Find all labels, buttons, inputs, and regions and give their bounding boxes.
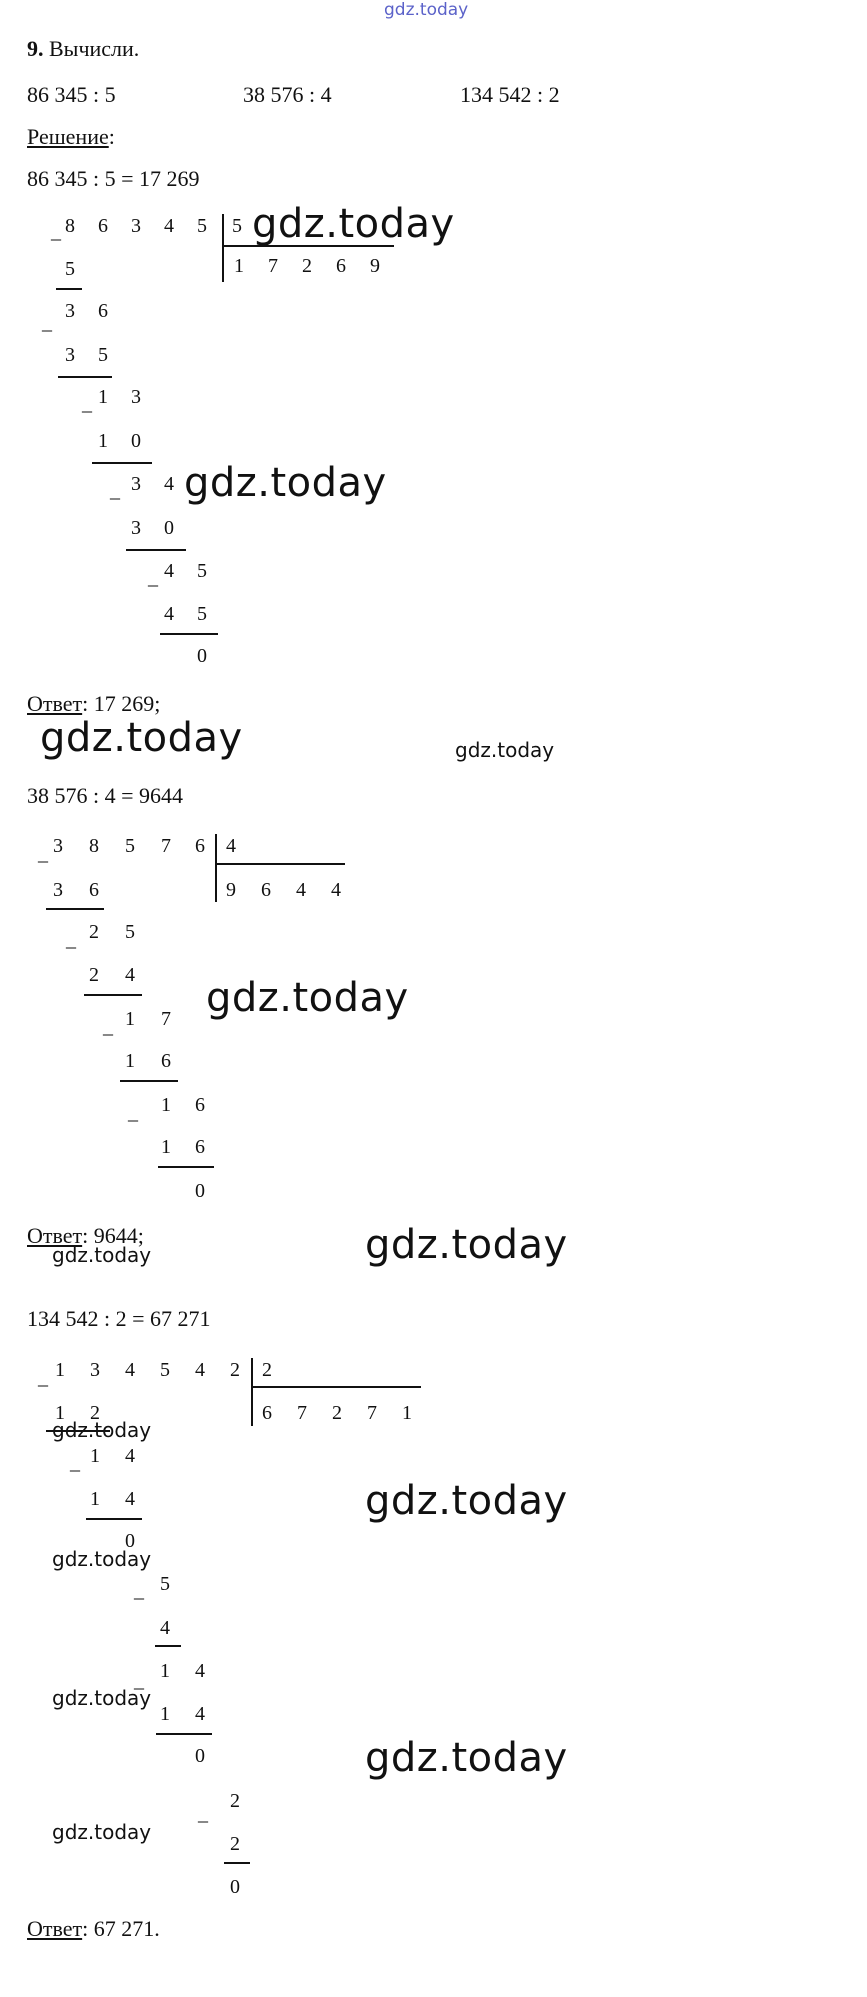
p3-step-line [224, 1862, 250, 1864]
p3-quotient-line [251, 1386, 421, 1388]
p3-quotient-digit: 7 [297, 1402, 307, 1424]
p1-step-line [56, 288, 82, 290]
p3-step-digit: 5 [160, 1573, 170, 1595]
p1-step-line [160, 633, 218, 635]
minus-sign: _ [38, 843, 48, 865]
problem-2: 38 576 : 4 [243, 82, 332, 107]
p2-quotient-line [215, 863, 345, 865]
p1-answer-label: Ответ [27, 691, 83, 716]
watermark-large: gdz.today [206, 975, 409, 1021]
p1-quotient-digit: 7 [268, 255, 278, 277]
p3-step-digit: 1 [160, 1660, 170, 1682]
watermark-small: gdz.today [52, 1686, 152, 1710]
p2-quotient-digit: 4 [331, 879, 341, 901]
task-text: Вычисли. [49, 36, 140, 61]
p1-step-digit: 0 [131, 430, 141, 452]
p3-answer-label: Ответ [27, 1916, 83, 1941]
p2-dividend-digit: 7 [161, 835, 171, 857]
p2-step-digit: 3 [53, 879, 63, 901]
p2-step-digit: 1 [125, 1008, 135, 1030]
p1-quotient-digit: 1 [234, 255, 244, 277]
p3-step-digit: 1 [160, 1703, 170, 1725]
p2-remainder: 0 [195, 1180, 205, 1202]
header-watermark: gdz.today [384, 0, 469, 20]
watermark-large: gdz.today [365, 1735, 568, 1781]
watermark-large: gdz.today [365, 1222, 568, 1268]
p3-quotient-digit: 2 [332, 1402, 342, 1424]
p2-step-digit: 6 [195, 1136, 205, 1158]
minus-sign: _ [134, 1670, 144, 1692]
p3-dividend-digit: 4 [125, 1359, 135, 1381]
solution-label [27, 124, 115, 150]
p1-step-line [126, 549, 186, 551]
p1-dividend-digit: 4 [164, 215, 174, 237]
p1-answer [27, 691, 160, 717]
p3-dividend-digit: 1 [55, 1359, 65, 1381]
p1-step-digit: 1 [98, 430, 108, 452]
p2-equation: 38 576 : 4 = 9644 [27, 783, 184, 808]
minus-sign: _ [82, 393, 92, 415]
p3-step-line [155, 1645, 181, 1647]
minus-sign: _ [103, 1016, 113, 1038]
p2-division-bar [215, 834, 217, 902]
p2-divisor: 4 [226, 835, 236, 857]
p3-divisor: 2 [262, 1359, 272, 1381]
p3-step-digit: 0 [125, 1530, 135, 1552]
p3-step-digit: 1 [90, 1488, 100, 1510]
task-number: 9. [27, 36, 44, 61]
p2-dividend-digit: 6 [195, 835, 205, 857]
p1-step-digit: 0 [164, 517, 174, 539]
p3-step-digit: 4 [125, 1488, 135, 1510]
p1-step-digit: 3 [65, 300, 75, 322]
p1-division-bar [222, 214, 224, 282]
p3-dividend-digit: 3 [90, 1359, 100, 1381]
p1-equation: 86 345 : 5 = 17 269 [27, 166, 200, 191]
p2-step-digit: 1 [161, 1094, 171, 1116]
problem-3: 134 542 : 2 [460, 82, 560, 107]
minus-sign: _ [128, 1102, 138, 1124]
p3-step-digit: 2 [90, 1402, 100, 1424]
watermark-large: gdz.today [184, 460, 387, 506]
p2-dividend-digit: 5 [125, 835, 135, 857]
solution-label-text: Решение [27, 124, 109, 149]
p2-step-digit: 1 [125, 1050, 135, 1072]
p3-step-digit: 1 [55, 1402, 65, 1424]
minus-sign: _ [51, 221, 61, 243]
p1-divisor: 5 [232, 215, 242, 237]
p1-step-digit: 3 [65, 344, 75, 366]
p1-quotient-digit: 2 [302, 255, 312, 277]
p3-step-line [156, 1733, 212, 1735]
p2-step-digit: 2 [89, 921, 99, 943]
p1-step-line [58, 376, 112, 378]
p1-dividend-digit: 6 [98, 215, 108, 237]
problem-1: 86 345 : 5 [27, 82, 116, 107]
watermark-large: gdz.today [40, 715, 243, 761]
p2-quotient-digit: 9 [226, 879, 236, 901]
p2-step-digit: 7 [161, 1008, 171, 1030]
p1-step-line [92, 462, 152, 464]
p1-step-digit: 4 [164, 560, 174, 582]
p2-step-line [120, 1080, 178, 1082]
p1-dividend-digit: 5 [197, 215, 207, 237]
watermark-small: gdz.today [52, 1418, 152, 1442]
p1-step-digit: 3 [131, 473, 141, 495]
p2-quotient-digit: 6 [261, 879, 271, 901]
watermark-large: gdz.today [252, 201, 455, 247]
watermark-large: gdz.today [365, 1478, 568, 1524]
p3-step-digit: 2 [230, 1833, 240, 1855]
p2-answer-label: Ответ [27, 1223, 83, 1248]
minus-sign: _ [134, 1580, 144, 1602]
p2-dividend-digit: 8 [89, 835, 99, 857]
p1-step-digit: 5 [197, 560, 207, 582]
p2-answer-value: : 9644; [82, 1223, 144, 1248]
watermark-small: gdz.today [455, 738, 555, 762]
p3-equation: 134 542 : 2 = 67 271 [27, 1306, 211, 1331]
minus-sign: _ [148, 567, 158, 589]
minus-sign: _ [38, 1367, 48, 1389]
p1-step-digit: 1 [98, 386, 108, 408]
p3-division-bar [251, 1358, 253, 1426]
p1-quotient-digit: 6 [336, 255, 346, 277]
p2-step-digit: 4 [125, 964, 135, 986]
p1-step-digit: 6 [98, 300, 108, 322]
minus-sign: _ [198, 1803, 208, 1825]
p3-step-digit: 2 [230, 1790, 240, 1812]
p1-step-digit: 3 [131, 517, 141, 539]
p2-step-digit: 5 [125, 921, 135, 943]
p1-dividend-digit: 8 [65, 215, 75, 237]
p3-dividend-digit: 4 [195, 1359, 205, 1381]
p2-quotient-digit: 4 [296, 879, 306, 901]
p3-quotient-digit: 7 [367, 1402, 377, 1424]
p1-step-digit: 4 [164, 603, 174, 625]
p2-step-digit: 6 [195, 1094, 205, 1116]
p3-step-digit: 4 [160, 1617, 170, 1639]
p3-step-digit: 4 [195, 1703, 205, 1725]
watermark-small: gdz.today [52, 1820, 152, 1844]
watermark-small: gdz.today [52, 1547, 152, 1571]
p1-dividend-digit: 3 [131, 215, 141, 237]
p2-dividend-digit: 3 [53, 835, 63, 857]
p1-step-digit: 5 [65, 258, 75, 280]
p2-step-digit: 6 [89, 879, 99, 901]
p3-step-digit: 4 [125, 1445, 135, 1467]
minus-sign: _ [110, 480, 120, 502]
p3-step-digit: 0 [195, 1745, 205, 1767]
minus-sign: _ [42, 312, 52, 334]
p2-step-line [46, 908, 104, 910]
p3-step-digit: 4 [195, 1660, 205, 1682]
p2-step-digit: 1 [161, 1136, 171, 1158]
solution-colon: : [108, 124, 115, 149]
minus-sign: _ [70, 1452, 80, 1474]
p3-remainder: 0 [230, 1876, 240, 1898]
p3-answer [27, 1916, 160, 1942]
p1-answer-value: : 17 269; [82, 691, 161, 716]
p3-dividend-digit: 2 [230, 1359, 240, 1381]
p3-step-digit: 1 [90, 1445, 100, 1467]
p2-step-line [84, 994, 142, 996]
p3-dividend-digit: 5 [160, 1359, 170, 1381]
p3-step-line [86, 1518, 142, 1520]
p1-remainder: 0 [197, 645, 207, 667]
p3-answer-value: : 67 271. [82, 1916, 160, 1941]
p1-step-digit: 5 [197, 603, 207, 625]
p2-step-digit: 2 [89, 964, 99, 986]
minus-sign: _ [66, 929, 76, 951]
p2-step-line [158, 1166, 214, 1168]
watermark-small: gdz.today [52, 1243, 152, 1267]
p2-step-digit: 6 [161, 1050, 171, 1072]
task-heading [27, 36, 139, 62]
p3-quotient-digit: 6 [262, 1402, 272, 1424]
p1-step-digit: 5 [98, 344, 108, 366]
p3-quotient-digit: 1 [402, 1402, 412, 1424]
p1-step-digit: 4 [164, 473, 174, 495]
p1-quotient-digit: 9 [370, 255, 380, 277]
p1-step-digit: 3 [131, 386, 141, 408]
